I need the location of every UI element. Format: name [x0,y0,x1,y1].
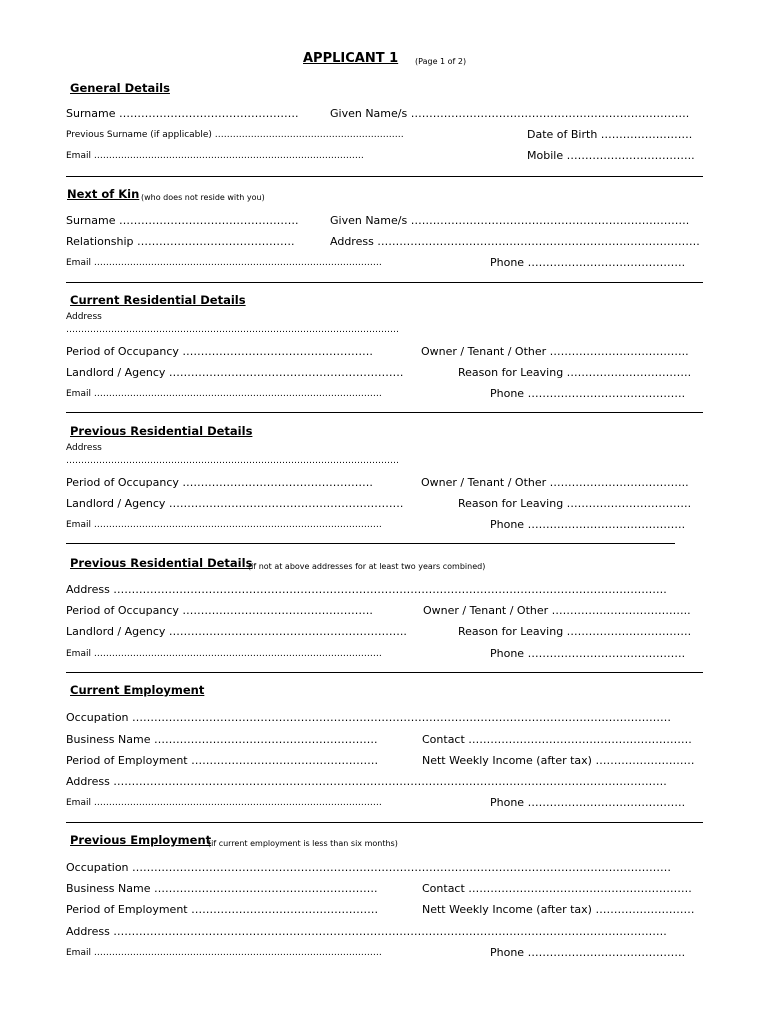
current-res-address-field[interactable]: ………………………………………………………………………………………………… [66,325,399,335]
prev-res2-period-field[interactable]: Period of Occupancy ……………………………………………. [66,604,373,617]
prev-emp-occupation-field[interactable]: Occupation ………………………………………………………………………………………………………………………………… [66,861,672,874]
prev-res2-owner-field[interactable]: Owner / Tenant / Other ……………………………….. [423,604,691,617]
prev-res2-email-field[interactable]: Email …………………………………………………………………………………… [66,649,382,659]
prev-res-email-field[interactable]: Email …………………………………………………………………………………… [66,520,382,530]
prev-res-phone-field[interactable]: Phone ……………………………………. [490,518,686,531]
previous-surname-field[interactable]: Previous Surname (if applicable) ……………………………………………………… [66,130,404,140]
kin-surname-field[interactable]: Surname …………………………………………. [66,214,299,227]
previous-residential-heading: Previous Residential Details [70,424,253,438]
previous-employment-heading: Previous Employment [70,833,212,847]
prev-emp-contact-field[interactable]: Contact ……………………………………………………. [422,882,692,895]
prev-res2-landlord-field[interactable]: Landlord / Agency ……………………………………………………….. [66,625,407,638]
prev-res2-reason-field[interactable]: Reason for Leaving ……………………………. [458,625,692,638]
cur-emp-occupation-field[interactable]: Occupation ………………………………………………………………………………………………………………………………… [66,711,672,724]
general-details-heading: General Details [70,81,170,95]
previous-residential-2-note: (if not at above addresses for at least two years combined) [248,562,486,571]
prev-emp-email-field[interactable]: Email …………………………………………………………………………………… [66,948,382,958]
kin-address-field[interactable]: Address ……………………………………………………………………………. [330,235,700,248]
prev-res-address-label: Address [66,443,102,453]
previous-employment-note: (if current employment is less than six months) [208,839,398,848]
cur-emp-business-field[interactable]: Business Name ……………………………………………………. [66,733,378,746]
current-res-email-field[interactable]: Email …………………………………………………………………………………… [66,389,382,399]
current-employment-heading: Current Employment [70,683,205,697]
cur-emp-address-field[interactable]: Address ……………………………………………………………………………………………………………………………………. [66,775,667,788]
current-res-address-label: Address [66,312,102,322]
prev-emp-income-field[interactable]: Nett Weekly Income (after tax) ……………………… [422,903,695,916]
page-title: APPLICANT 1 [303,51,399,66]
current-res-owner-field[interactable]: Owner / Tenant / Other ……………………………….. [421,345,689,358]
kin-relationship-field[interactable]: Relationship ……………………………………. [66,235,295,248]
general-surname-field[interactable]: Surname …………………………………………. [66,107,299,120]
mobile-field[interactable]: Mobile …………………………….. [527,149,695,162]
section-divider [66,282,703,283]
cur-emp-income-field[interactable]: Nett Weekly Income (after tax) ……………………… [422,754,695,767]
prev-emp-address-field[interactable]: Address ……………………………………………………………………………………………………………………………………. [66,925,667,938]
current-res-reason-field[interactable]: Reason for Leaving ……………………………. [458,366,692,379]
next-of-kin-heading: Next of Kin [67,187,140,201]
general-given-names-field[interactable]: Given Name/s …………………………………………………………………. [330,107,690,120]
prev-res-period-field[interactable]: Period of Occupancy ……………………………………………. [66,476,373,489]
current-res-phone-field[interactable]: Phone ……………………………………. [490,387,686,400]
prev-emp-period-field[interactable]: Period of Employment …………………………………………… [66,903,379,916]
cur-emp-phone-field[interactable]: Phone ……………………………………. [490,796,686,809]
section-divider [66,176,703,177]
current-res-landlord-field[interactable]: Landlord / Agency ………………………………………………………. [66,366,404,379]
section-divider [66,822,703,823]
kin-email-field[interactable]: Email …………………………………………………………………………………… [66,258,382,268]
section-divider [66,672,703,673]
prev-res2-address-field[interactable]: Address ……………………………………………………………………………………………………………………………………. [66,583,667,596]
cur-emp-email-field[interactable]: Email …………………………………………………………………………………… [66,798,382,808]
kin-given-names-field[interactable]: Given Name/s …………………………………………………………………. [330,214,690,227]
current-res-period-field[interactable]: Period of Occupancy ……………………………………………. [66,345,373,358]
section-divider [66,412,703,413]
prev-res2-phone-field[interactable]: Phone ……………………………………. [490,647,686,660]
kin-phone-field[interactable]: Phone ……………………………………. [490,256,686,269]
previous-residential-2-heading: Previous Residential Details [70,556,253,570]
prev-emp-phone-field[interactable]: Phone ……………………………………. [490,946,686,959]
section-divider [66,543,675,544]
page-number: (Page 1 of 2) [415,57,467,66]
prev-res-owner-field[interactable]: Owner / Tenant / Other ……………………………….. [421,476,689,489]
prev-res-reason-field[interactable]: Reason for Leaving ……………………………. [458,497,692,510]
next-of-kin-note: (who does not reside with you) [141,193,265,202]
current-residential-heading: Current Residential Details [70,293,246,307]
date-of-birth-field[interactable]: Date of Birth ……………………. [527,128,693,141]
prev-emp-business-field[interactable]: Business Name ……………………………………………………. [66,882,378,895]
cur-emp-period-field[interactable]: Period of Employment …………………………………………… [66,754,379,767]
prev-res-landlord-field[interactable]: Landlord / Agency ………………………………………………………. [66,497,404,510]
prev-res-address-field[interactable]: ………………………………………………………………………………………………… [66,456,399,466]
general-email-field[interactable]: Email ……………………………………………………………………………… [66,151,364,161]
cur-emp-contact-field[interactable]: Contact ……………………………………………………. [422,733,692,746]
